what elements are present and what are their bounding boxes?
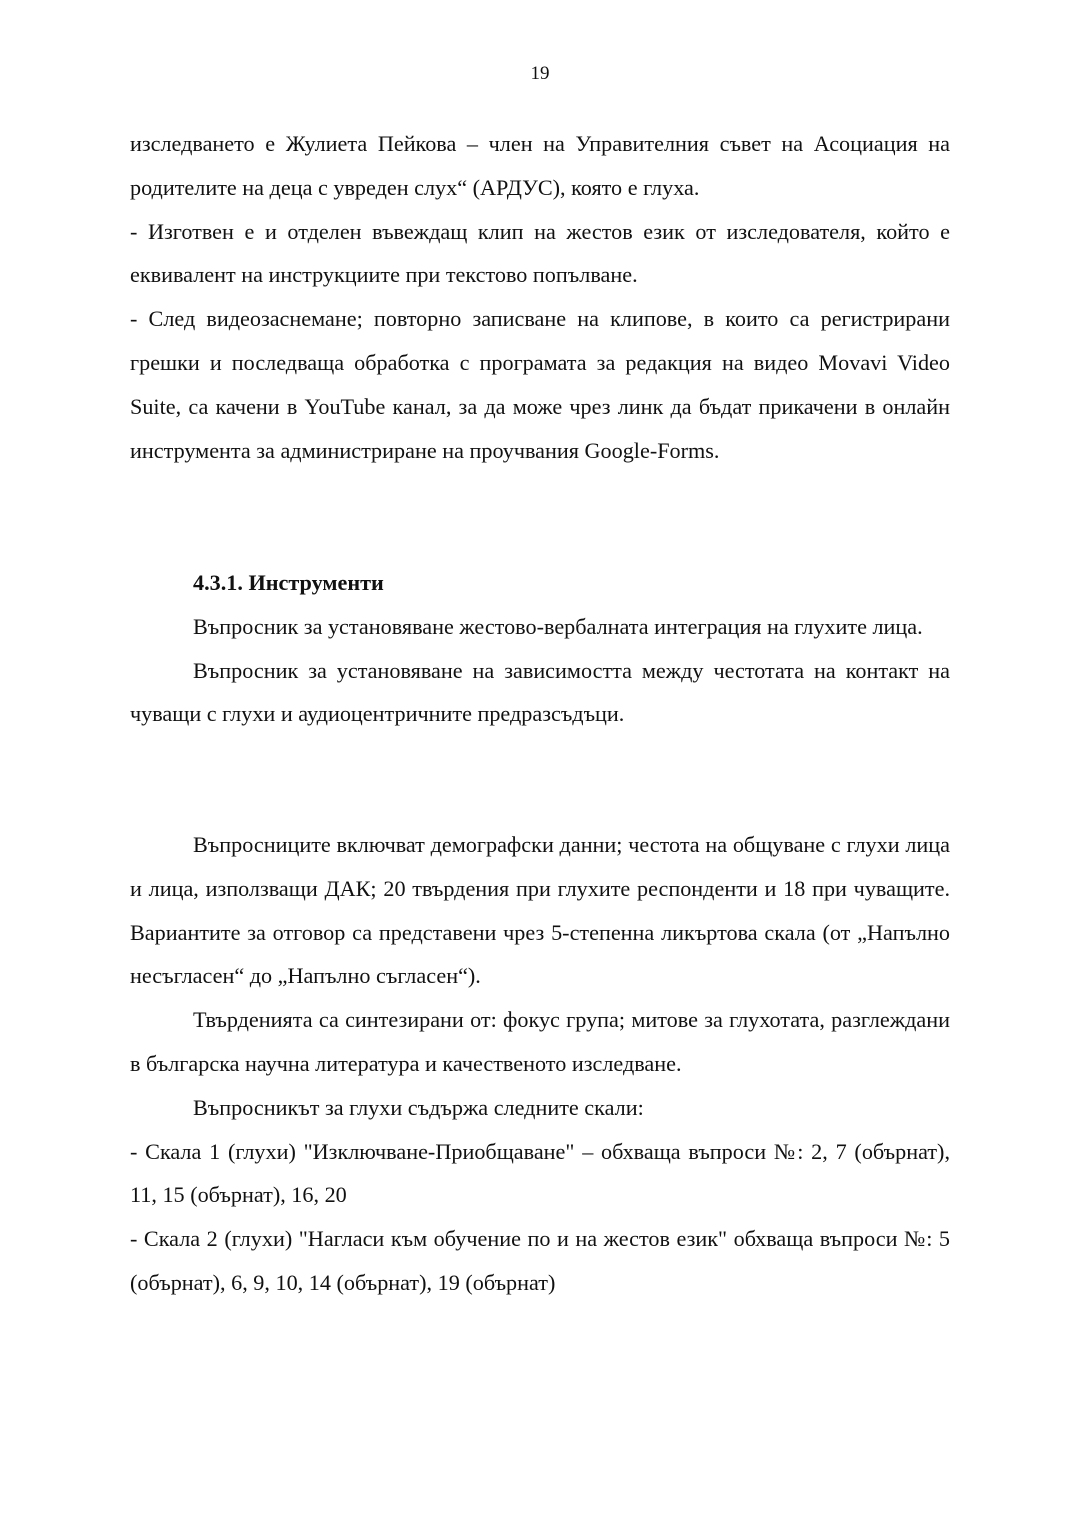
questionnaire-paragraph: Въпросник за установяване жестово-вербалната интеграция на глухите лица.	[193, 613, 923, 639]
details-section	[130, 823, 950, 1305]
questionnaire-paragraph: Въпросник за установяване на зависимостта между честотата на контакт на чуващи с глухи и аудиоцентричните предразсъдъци.	[130, 657, 950, 727]
body-paragraph: Въпросниците включват демографски данни; честота на общуване с глухи лица и лица, използващи ДАК; 20 твърдения при глухите респонденти и 18 при чуващите. Вариантите за отговор са представени чрез 5-степенна ликъртова скала (от „Напълно несъгласен“ до „Напълно съгласен“).	[130, 832, 950, 989]
intro-paragraph: - Изготвен е и отделен въвеждащ клип на жестов език от изследователя, който е еквивалент на инструкциите при текстово попълване.	[130, 218, 950, 288]
instruments-section	[130, 561, 950, 736]
body-paragraph: Въпросникът за глухи съдържа следните скали:	[193, 1094, 644, 1120]
section-heading: 4.3.1. Инструменти	[193, 570, 384, 595]
page-number: 19	[530, 63, 550, 84]
scale-item: - Скала 1 (глухи) "Изключване-Приобщаване" – обхваща въпроси №: 2, 7 (обърнат), 11, 15 (обърнат), 16, 20	[130, 1138, 950, 1208]
intro-section	[130, 122, 950, 472]
intro-paragraph: изследването е Жулиета Пейкова – член на Управителния съвет на Асоциация на родителите на деца с увреден слух“ (АРДУС), която е глуха.	[130, 131, 950, 200]
scale-item: - Скала 2 (глухи) "Нагласи към обучение по и на жестов език" обхваща въпроси №: 5 (обърнат), 6, 9, 10, 14 (обърнат), 19 (обърнат)	[130, 1226, 950, 1295]
intro-paragraph: - След видеозаснемане; повторно записване на клипове, в които са регистрирани грешки и последваща обработка с програмата за редакция на видео Movavi Video Suite, са качени в YouTube канал, за да може чрез линк да бъдат прикачени в онлайн инструмента за администриране на проучвания Google-Forms.	[130, 306, 950, 463]
body-paragraph: Твърденията са синтезирани от: фокус група; митове за глухотата, разглеждани в българска научна литература и качественото изследване.	[130, 1007, 950, 1076]
